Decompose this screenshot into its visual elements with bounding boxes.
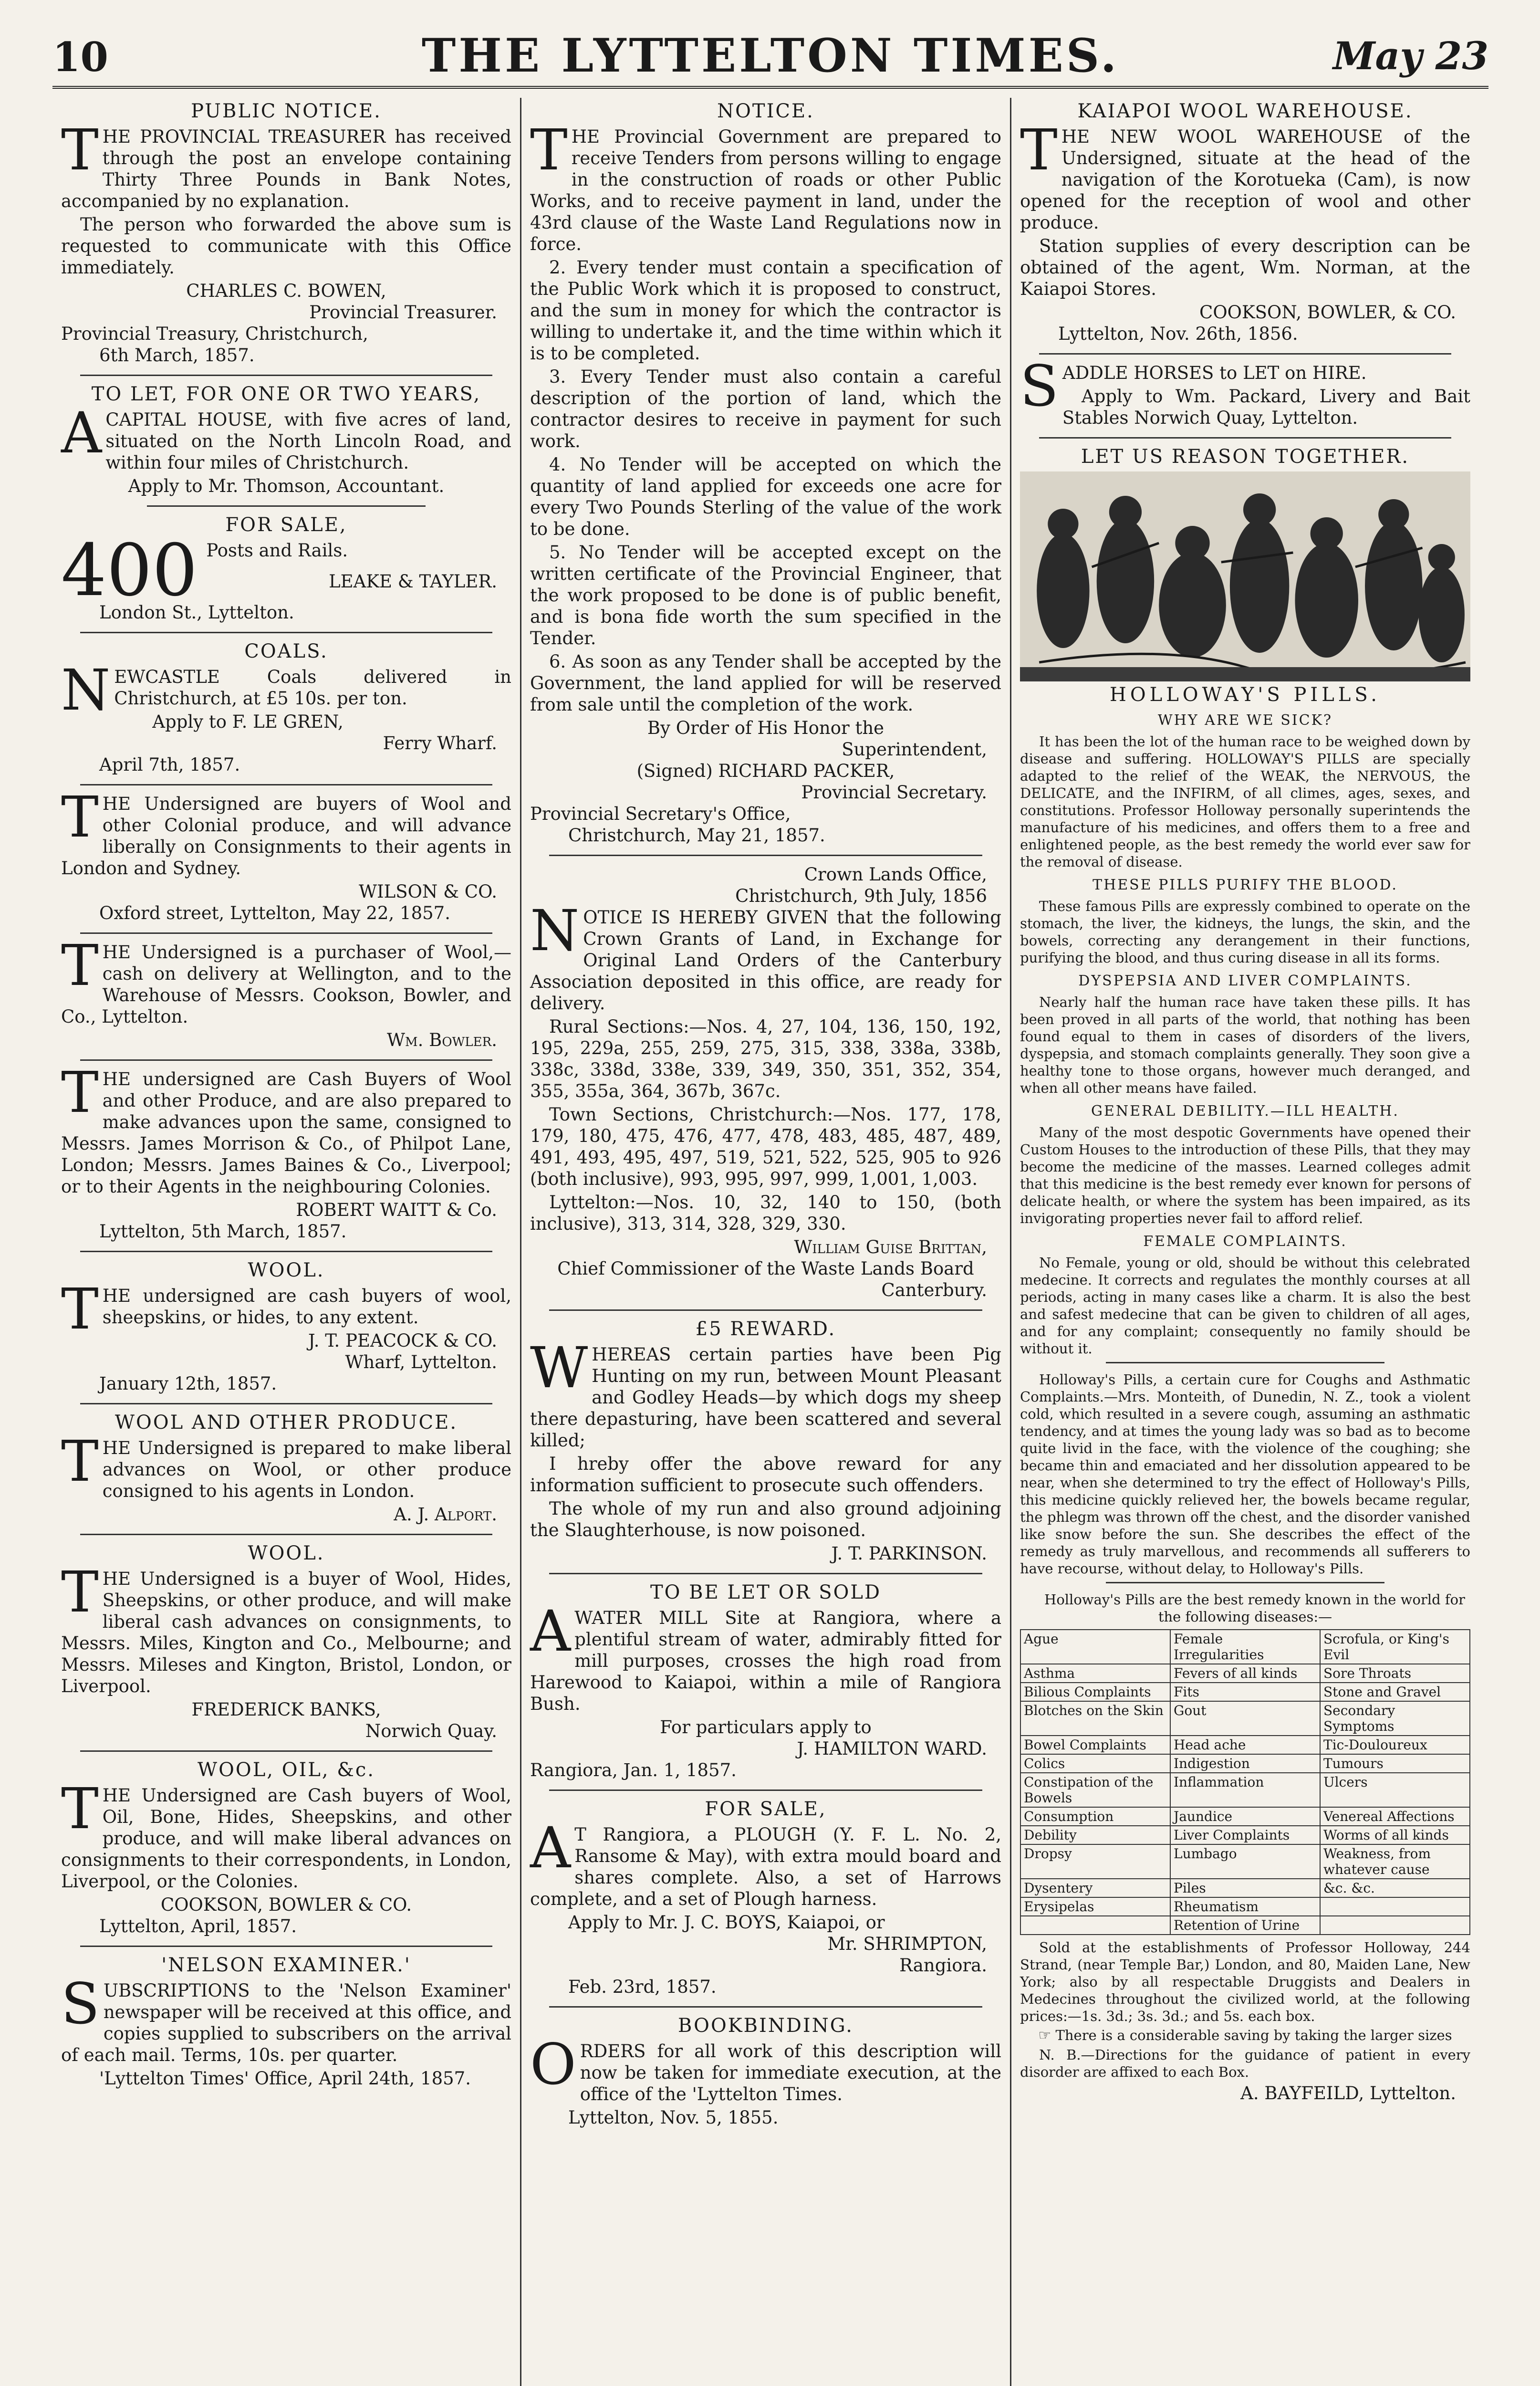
notice-date: Christchurch, May 21, 1857.	[568, 825, 825, 846]
saving-note: There is a considerable saving by taking the larger sizes	[1055, 2027, 1452, 2043]
divider	[80, 1403, 492, 1404]
notice-place: Provincial Secretary's Office,	[530, 804, 791, 824]
ad-place: Wharf, Lyttelton.	[345, 1352, 497, 1372]
ad-heading: BOOKBINDING.	[678, 2015, 853, 2037]
ad-body: ORDERS for all work of this description will now be taken for immediate execution, at the office of the 'Lyttelton Times.	[530, 2031, 1001, 2104]
table-row	[1020, 1897, 1470, 1916]
table-cell	[1020, 1916, 1170, 1935]
ad-date: 6th March, 1857.	[99, 345, 255, 366]
ad-place-date: Rangiora, Jan. 1, 1857.	[530, 1760, 737, 1780]
table-cell: Female Irregularities	[1170, 1630, 1320, 1664]
table-row	[1020, 1630, 1470, 1664]
table-row	[1020, 1844, 1470, 1879]
rural-sections: Rural Sections:—Nos. 4, 27, 104, 136, 150, 192, 195, 229a, 255, 259, 275, 315, 338, 338a, 338b, 338c, 338d, 338e, 339, 349, 350, 351, 352, 354, 355, 355a, 364, 367b, 367c.	[530, 1016, 1001, 1101]
divider	[80, 375, 492, 376]
ad-heading: TO BE LET OR SOLD	[650, 1581, 882, 1603]
tenders-notice	[530, 101, 1001, 846]
ad-body: ACAPITAL HOUSE, with five acres of land, situated on the North Lincoln Road, and within four miles of Christchurch.	[61, 400, 511, 473]
ad-date: January 12th, 1857.	[99, 1373, 277, 1394]
section-heading: DYSPEPSIA AND LIVER COMPLAINTS.	[1078, 973, 1412, 989]
table-cell: Weakness, from whatever cause	[1320, 1844, 1470, 1879]
ad-signer: J. HAMILTON WARD.	[797, 1738, 987, 1759]
office-name: Crown Lands Office,	[804, 864, 987, 885]
ad-heading: WOOL.	[248, 1259, 325, 1281]
ad-heading: 'NELSON EXAMINER.'	[161, 1954, 411, 1976]
divider	[549, 1573, 982, 1574]
table-cell: Asthma	[1020, 1664, 1170, 1683]
issue-date: May 23	[1332, 33, 1488, 78]
table-row	[1020, 1773, 1470, 1807]
posts-sale-ad	[61, 514, 511, 623]
ad-body: The whole of my run and also ground adjoining the Slaughterhouse, is now poisoned.	[530, 1498, 1001, 1540]
table-cell: Venereal Affections	[1320, 1807, 1470, 1826]
divider	[1106, 1362, 1384, 1363]
table-cell: Debility	[1020, 1826, 1170, 1844]
divider	[549, 1309, 982, 1311]
masthead	[52, 29, 1488, 89]
peacock-ad	[61, 1260, 511, 1394]
section-text: Many of the most despotic Governments have opened their Custom Houses to the introduction of these Pills, that they may become the medicine of the masses. Learned colleges admit that this medicine is the best remedy ever known for persons of delicate health, or where the system has been impaired, as its invigorating properties never fail to afford relief.	[1020, 1124, 1470, 1226]
pointing-hand-icon: ☞	[1038, 2027, 1051, 2044]
ad-heading: KAIAPOI WOOL WAREHOUSE.	[1077, 100, 1413, 122]
notice-signer-title: Chief Commissioner of the Waste Lands Board	[557, 1258, 974, 1279]
section-heading: GENERAL DEBILITY.—ILL HEALTH.	[1091, 1103, 1399, 1120]
table-cell: Sore Throats	[1320, 1664, 1470, 1683]
table-cell	[1320, 1897, 1470, 1916]
ad-body: THE Undersigned are Cash buyers of Wool, Oil, Bone, Hides, Sheepskins, and other produce, and will make liberal advances on consignments to their correspondents, in London, Liverpool, or the Colonies.	[61, 1776, 511, 1892]
divider	[549, 1790, 982, 1791]
ad-heading: WOOL.	[248, 1542, 325, 1564]
ad-signer: LEAKE & TAYLER.	[329, 571, 497, 592]
diseases-intro: Holloway's Pills are the best remedy known in the world for the following diseases:—	[1044, 1591, 1465, 1625]
divider	[1039, 437, 1451, 439]
wilson-ad	[61, 784, 511, 924]
table-cell: &c. &c.	[1320, 1879, 1470, 1897]
ad-signer: A. J. Alport.	[394, 1504, 497, 1525]
table-cell: Erysipelas	[1020, 1897, 1170, 1916]
table-row	[1020, 1754, 1470, 1773]
holloway-pills-ad	[1020, 446, 1470, 2104]
table-cell: Constipation of the Bowels	[1020, 1773, 1170, 1807]
ad-apply: Apply to Mr. Thomson, Accountant.	[128, 476, 445, 496]
ad-body: The person who forwarded the above sum is requested to communicate with this Office immediately.	[61, 214, 511, 278]
testimonial: Holloway's Pills, a certain cure for Coughs and Asthmatic Complaints.—Mrs. Monteith, of Dunedin, N. Z., took a violent cold, which resulted in a severe cough, assuming an asthmatic tendency, and at times the young lady was so bad as to become quite livid in the face, with the violence of the coughing; she became thin and emaciated and her dissolution appeared to be near, when she determined to try the effect of Holloway's Pills, this medicine quickly relieved her, the bowels became regular, the phlegm was thrown off the chest, and the disorder vanished like snow before the sun. She describes the effect of the remedy as truly marvellous, and recommends all sufferers to have recourse, without delay, to Holloway's Pills.	[1020, 1371, 1470, 1577]
ad-place-date: Oxford street, Lyttelton, May 22, 1857.	[99, 903, 450, 923]
table-cell: Liver Complaints	[1170, 1826, 1320, 1844]
ad-body: THE Undersigned are buyers of Wool and other Colonial produce, and will advance liberally on Consignments to their agents in London and Sydney.	[61, 784, 511, 879]
ad-body: THE PROVINCIAL TREASURER has received through the post an envelope containing Thirty Three Pounds in Bank Notes, accompanied by no explanation.	[61, 117, 511, 211]
ad-body: Station supplies of every description can be obtained of the agent, Wm. Norman, at the Kaiapoi Stores.	[1020, 236, 1470, 299]
divider	[80, 1946, 492, 1947]
page-number: 10	[52, 33, 108, 81]
notice-clause: 2. Every tender must contain a specification of the Public Work which it is proposed to construct, and the sum in money for which the contractor is willing to undertake it, and the time within which it is to be completed.	[530, 257, 1001, 364]
divider	[80, 1059, 492, 1061]
ad-signer-title: Provincial Treasurer.	[309, 302, 497, 323]
notice-date: Christchurch, 9th July, 1856	[735, 886, 987, 906]
ad-date: April 7th, 1857.	[99, 754, 240, 775]
ad-body: AT Rangiora, a PLOUGH (Y. F. L. No. 2, Ransome & May), with extra mould board and shares complete. Also, a set of Harrows complete, and a set of Plough harness.	[530, 1815, 1001, 1909]
banks-ad	[61, 1543, 511, 1742]
section-text: No Female, young or old, should be without this celebrated medecine. It corrects and regulates the monthly courses at all periods, acting in many cases like a charm. It is also the best and safest medecine that can be given to children of all ages, and for any complaint; consequently no family should be without it.	[1020, 1255, 1470, 1357]
ad-place: Norwich Quay.	[365, 1721, 497, 1741]
crown-lands-notice	[530, 864, 1001, 1301]
column-3	[1011, 98, 1479, 2386]
ad-place-date: Lyttelton, April, 1857.	[99, 1916, 297, 1936]
ad-apply: For particulars apply to	[660, 1717, 872, 1737]
ad-place: Ferry Wharf.	[383, 733, 497, 753]
ad-heading: £5 REWARD.	[695, 1318, 836, 1340]
lyttelton-sections: Lyttelton:—Nos. 10, 32, 140 to 150, (both inclusive), 313, 314, 328, 329, 330.	[530, 1192, 1001, 1234]
notice-body: NOTICE IS HEREBY GIVEN that the following Crown Grants of Land, in Exchange for Original Land Orders of the Canterbury Association deposited in this office, are ready for delivery.	[530, 898, 1001, 1014]
ad-signer: COOKSON, BOWLER & CO.	[160, 1894, 412, 1915]
ad-apply: Apply to F. LE GREN,	[152, 712, 343, 732]
ad-body: THE Undersigned is prepared to make liberal advances on Wool, or other produce consigned to his agents in London.	[61, 1428, 511, 1501]
engraving-illustration	[1020, 471, 1470, 681]
ad-signer: CHARLES C. BOWEN,	[186, 281, 386, 301]
table-cell: Scrofula, or King's Evil	[1320, 1630, 1470, 1664]
ad-signer: J. T. PARKINSON.	[831, 1543, 987, 1564]
ad-place: London St., Lyttelton.	[99, 602, 294, 623]
ad-place: Provincial Treasury, Christchurch,	[61, 324, 368, 344]
table-cell: Stone and Gravel	[1320, 1683, 1470, 1701]
divider	[80, 1534, 492, 1535]
ad-heading: WOOL AND OTHER PRODUCE.	[114, 1412, 458, 1434]
section-text: These famous Pills are expressly combined to operate on the stomach, the liver, the kidneys, the lungs, the skin, and the bowels, correcting any derangement in their functions, purifying the blood, and thus curing disease in all its forms.	[1020, 898, 1470, 966]
table-cell: Tumours	[1320, 1754, 1470, 1773]
ad-signer: J. T. PEACOCK & CO.	[308, 1330, 497, 1351]
column-2	[520, 98, 1011, 2386]
cookson-ad	[61, 1759, 511, 1937]
table-row	[1020, 1916, 1470, 1935]
table-cell: Secondary Symptoms	[1320, 1701, 1470, 1736]
ad-signer: WILSON & CO.	[359, 881, 497, 902]
diseases-table	[1020, 1629, 1470, 1935]
kaiapoi-wool-ad	[1020, 101, 1470, 345]
section-text: It has been the lot of the human race to be weighed down by disease and suffering. HOLLOWAY'S PILLS are specially adapted to the relief of the WEAK, the NERVOUS, the DELICATE, and the INFIRM, of all climes, ages, sexes, and constitutions. Professor Holloway personally superintends the manufacture of his medicines, and offers them to a free and enlightened people, as the best remedy the world ever saw for the removal of disease.	[1020, 733, 1470, 870]
divider	[80, 1251, 492, 1252]
notice-signer: (Signed) RICHARD PACKER,	[636, 761, 895, 781]
ad-heading: COALS.	[244, 640, 328, 662]
section-heading: THESE PILLS PURIFY THE BLOOD.	[1093, 877, 1398, 893]
notice-signer-title: Provincial Secretary.	[801, 782, 987, 803]
ad-signer: ROBERT WAITT & Co.	[296, 1200, 497, 1220]
ad-signer: FREDERICK BANKS,	[191, 1699, 381, 1720]
ad-heading: FOR SALE,	[705, 1798, 827, 1820]
notice-order: Superintendent,	[842, 739, 987, 760]
quantity: 400	[61, 529, 198, 612]
ad-body: THE undersigned are cash buyers of wool, sheepskins, or hides, to any extent.	[61, 1276, 511, 1342]
table-cell: Head ache	[1170, 1736, 1320, 1754]
ad-body: THE NEW WOOL WAREHOUSE of the Undersigned, situate at the head of the navigation of the Korotueka (Cam), is now opened for the reception of wool and other produce.	[1020, 117, 1470, 233]
divider	[80, 932, 492, 934]
notice-clause: 3. Every Tender must also contain a careful description of the portion of land, which the contractor desires to receive in payment for such work.	[530, 366, 1001, 451]
saddle-horses-ad	[1020, 353, 1470, 429]
table-cell: Consumption	[1020, 1807, 1170, 1826]
ad-body: WHEREAS certain parties have been Pig Hunting on my run, between Mount Pleasant and Godley Heads—by which dogs my sheep there depasturing, have been scattered and several killed;	[530, 1335, 1001, 1451]
table-cell: Retention of Urine	[1170, 1916, 1320, 1935]
divider	[1039, 353, 1451, 355]
bowler-ad	[61, 932, 511, 1051]
table-cell: Bowel Complaints	[1020, 1736, 1170, 1754]
ad-place-date: Lyttelton, Nov. 26th, 1856.	[1058, 324, 1298, 344]
table-cell	[1320, 1916, 1470, 1935]
ad-date: Lyttelton, Nov. 5, 1855.	[568, 2107, 779, 2128]
alport-ad	[61, 1412, 511, 1525]
table-row	[1020, 1736, 1470, 1754]
directions-note: N. B.—Directions for the guidance of patient in every disorder are affixed to each Box.	[1020, 2047, 1470, 2080]
table-cell: Piles	[1170, 1879, 1320, 1897]
public-notice-ad	[61, 101, 511, 366]
ad-heading: TO LET, FOR ONE OR TWO YEARS,	[91, 383, 481, 405]
ad-signer: Wm. Bowler.	[387, 1030, 497, 1050]
ad-heading: PUBLIC NOTICE.	[191, 100, 382, 122]
notice-signer-place: Canterbury.	[881, 1280, 987, 1300]
table-cell: Inflammation	[1170, 1773, 1320, 1807]
ad-body: I hreby offer the above reward for any information sufficient to prosecute such offenders.	[530, 1454, 1001, 1496]
notice-order: By Order of His Honor the	[647, 718, 884, 738]
table-row	[1020, 1701, 1470, 1736]
ad-heading: NOTICE.	[717, 100, 814, 122]
table-cell: Dropsy	[1020, 1844, 1170, 1879]
town-sections: Town Sections, Christchurch:—Nos. 177, 178, 179, 180, 475, 476, 477, 478, 483, 485, 487, 489, 491, 493, 495, 497, 519, 521, 522, 525, 905 to 926 (both inclusive), 993, 995, 997, 999, 1,001, 1,003.	[530, 1104, 1001, 1189]
nelson-examiner-ad	[61, 1955, 511, 2089]
ad-body: Apply to Wm. Packard, Livery and Bait Stables Norwich Quay, Lyttelton.	[1062, 386, 1470, 428]
divider	[80, 632, 492, 633]
ad-date: Feb. 23rd, 1857.	[568, 1977, 717, 1997]
divider	[80, 1750, 492, 1752]
ad-heading: LET US REASON TOGETHER.	[1081, 446, 1410, 468]
divider	[549, 2006, 982, 2008]
section-text: Nearly half the human race have taken these pills. It has been proved in all parts of the world, that nothing has been found equal to them in cases of disorders of the livers, dyspepsia, and stomach complaints generally. They soon give a healthy tone to those organs, however much deranged, and when all other means have failed.	[1020, 994, 1470, 1096]
table-cell: Fits	[1170, 1683, 1320, 1701]
waitt-ad	[61, 1059, 511, 1242]
column-1	[52, 98, 520, 2386]
notice-clause: 6. As soon as any Tender shall be accepted by the Government, the land applied for will be reserved from sale until the completion of the work.	[530, 651, 1001, 715]
ad-body: SUBSCRIPTIONS to the 'Nelson Examiner' newspaper will be received at this office, and copies supplied to subscribers on the arrival of each mail. Terms, 10s. per quarter.	[61, 1971, 511, 2065]
table-row	[1020, 1683, 1470, 1701]
divider	[147, 505, 426, 507]
divider	[549, 855, 982, 856]
ad-place-date: Lyttelton, 5th March, 1857.	[99, 1221, 347, 1242]
to-let-ad	[61, 384, 511, 497]
reward-ad	[530, 1319, 1001, 1564]
section-heading: FEMALE COMPLAINTS.	[1143, 1233, 1347, 1250]
divider	[1106, 1582, 1384, 1583]
product-title: HOLLOWAY'S PILLS.	[1109, 684, 1381, 706]
table-cell: Rheumatism	[1170, 1897, 1320, 1916]
ad-items: Posts and Rails.	[206, 540, 348, 561]
table-cell: Gout	[1170, 1701, 1320, 1736]
table-cell: Blotches on the Skin	[1020, 1701, 1170, 1736]
table-row	[1020, 1826, 1470, 1844]
ad-body: THE Undersigned is a purchaser of Wool,—cash on delivery at Wellington, and to the Warehouse of Messrs. Cookson, Bowler, and Co., Lyttelton.	[61, 932, 511, 1027]
water-mill-ad	[530, 1582, 1001, 1781]
divider	[80, 784, 492, 785]
notice-clause: 5. No Tender will be accepted except on the written certificate of the Provincial Engineer, that the work proposed to be done is of public benefit, and is bona fide worth the sum specified in the Tender.	[530, 542, 1001, 649]
notice-signer: William Guise Brittan,	[794, 1237, 987, 1257]
ad-signer: COOKSON, BOWLER, & CO.	[1199, 302, 1456, 323]
table-cell: Dysentery	[1020, 1879, 1170, 1897]
table-row	[1020, 1879, 1470, 1897]
table-cell: Ague	[1020, 1630, 1170, 1664]
newspaper-page	[52, 29, 1488, 2386]
ad-body: THE undersigned are Cash Buyers of Wool and other Produce, and are also prepared to make advances upon the same, consigned to Messrs. James Morrison & Co., of Philpot Lane, London; Messrs. James Baines & Co., Liverpool; or to their Agents in the neighbouring Colonies.	[61, 1059, 511, 1197]
table-row	[1020, 1807, 1470, 1826]
ad-body: NEWCASTLE Coals delivered in Christchurch, at £5 10s. per ton.	[61, 657, 511, 723]
price-info: Sold at the establishments of Professor Holloway, 244 Strand, (near Temple Bar,) London, and 80, Maiden Lane, New York; also by all respectable Druggists and Dealers in Medecines throughout the civilized world, at the following prices:—1s. 3d.; 3s. 3d.; and 5s. each box.	[1020, 1939, 1470, 2024]
ad-heading: WOOL, OIL, &c.	[198, 1759, 375, 1781]
ad-heading: FOR SALE,	[225, 514, 347, 536]
table-cell: Ulcers	[1320, 1773, 1470, 1807]
ad-place: Rangiora.	[899, 1955, 987, 1976]
ad-body: THE Undersigned is a buyer of Wool, Hides, Sheepskins, or other produce, and will make liberal cash advances on consignments, to Messrs. Miles, Kington and Co., Melbourne; and Messrs. Mileses and Kington, Bristol, London, or Liverpool.	[61, 1559, 511, 1696]
table-row	[1020, 1664, 1470, 1683]
table-cell: Lumbago	[1170, 1844, 1320, 1879]
ad-body: SADDLE HORSES to LET on HIRE.	[1020, 353, 1367, 419]
table-cell: Bilious Complaints	[1020, 1683, 1170, 1701]
plough-ad	[530, 1799, 1001, 1998]
notice-clause: THE Provincial Government are prepared to receive Tenders from persons willing to engage in the construction of roads or other Public Works, and to receive payment in land, under the 43rd clause of the Waste Land Regulations now in force.	[530, 117, 1001, 254]
ad-body: AWATER MILL Site at Rangiora, where a plentiful stream of water, admirably fitted for mill purposes, crosses the high road from Harewood to Kaiapoi, within a mile of Rangiora Bush.	[530, 1598, 1001, 1714]
bookbinding-ad	[530, 2015, 1001, 2128]
coals-ad	[61, 641, 511, 775]
table-cell: Worms of all kinds	[1320, 1826, 1470, 1844]
notice-clause: 4. No Tender will be accepted on which the quantity of land applied for exceeds one acre for every Two Pounds Sterling of the value of the work to be done.	[530, 454, 1001, 539]
columns	[52, 98, 1488, 2386]
table-cell: Indigestion	[1170, 1754, 1320, 1773]
section-heading: WHY ARE WE SICK?	[1157, 712, 1333, 729]
newspaper-title: THE LYTTELTON TIMES.	[421, 29, 1120, 83]
table-cell: Jaundice	[1170, 1807, 1320, 1826]
table-cell: Tic-Douloureux	[1320, 1736, 1470, 1754]
table-cell: Colics	[1020, 1754, 1170, 1773]
ad-apply: Mr. SHRIMPTON,	[827, 1934, 987, 1954]
ad-apply: Apply to Mr. J. C. BOYS, Kaiapoi, or	[568, 1912, 885, 1933]
ad-signer: A. BAYFEILD, Lyttelton.	[1240, 2083, 1456, 2103]
ad-place-date: 'Lyttelton Times' Office, April 24th, 1857.	[99, 2068, 471, 2089]
table-cell: Fevers of all kinds	[1170, 1664, 1320, 1683]
